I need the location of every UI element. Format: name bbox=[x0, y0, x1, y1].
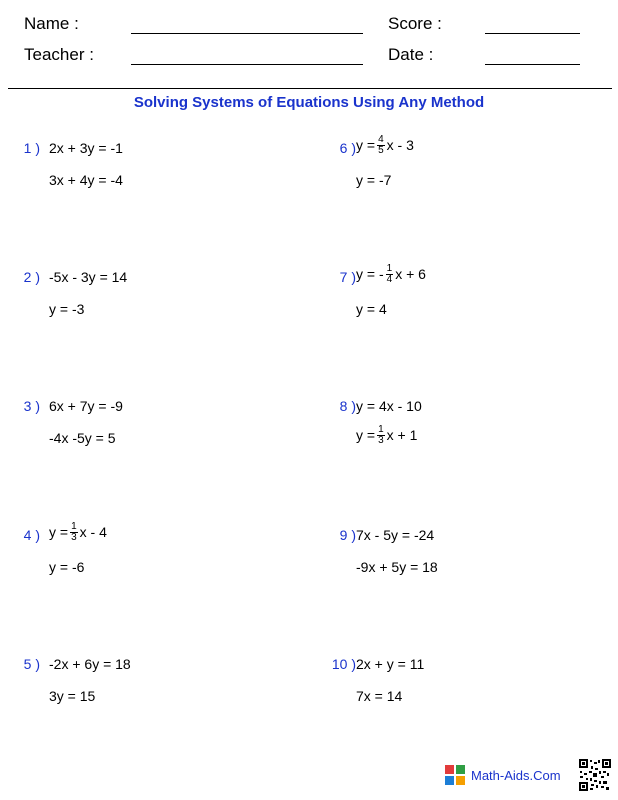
equation-1 bbox=[49, 398, 123, 414]
equation-2-suffix: x + 1 bbox=[386, 426, 418, 443]
equation-1 bbox=[356, 398, 422, 414]
problem-number: 3 ) bbox=[23, 398, 40, 414]
footer-brand bbox=[445, 765, 561, 785]
date-label: Date : bbox=[388, 45, 434, 64]
equation-2-text: 3y = 15 bbox=[49, 688, 96, 704]
fraction-numerator: 1 bbox=[71, 521, 77, 532]
equation-1-suffix: x + 6 bbox=[395, 265, 426, 282]
equation-2 bbox=[49, 301, 84, 317]
equation-2-text: y = -3 bbox=[49, 301, 85, 317]
problem-number: 2 ) bbox=[23, 269, 40, 285]
equation-2-text: 3x + 4y = -4 bbox=[49, 172, 123, 188]
problem-number: 6 ) bbox=[339, 140, 356, 156]
problem-number: 5 ) bbox=[23, 656, 40, 672]
teacher-label: Teacher : bbox=[24, 45, 94, 64]
problem-number: 1 ) bbox=[23, 140, 40, 156]
equation-1 bbox=[356, 134, 414, 155]
equation-1-text: y = 4x - 10 bbox=[356, 398, 422, 414]
fraction-denominator: 5 bbox=[378, 145, 384, 156]
math-aids-logo-icon bbox=[445, 765, 465, 785]
equation-1-text: -2x + 6y = 18 bbox=[49, 656, 131, 672]
name-label: Name : bbox=[24, 14, 79, 33]
equation-2 bbox=[49, 559, 84, 575]
fraction bbox=[70, 522, 78, 543]
equation-1-suffix: x - 3 bbox=[386, 136, 414, 153]
problem-number: 9 ) bbox=[339, 527, 356, 543]
fraction-denominator: 3 bbox=[378, 435, 384, 446]
equation-2-text: y = -6 bbox=[49, 559, 85, 575]
equation-2 bbox=[356, 559, 438, 575]
equation-2-text: y = 4 bbox=[356, 301, 387, 317]
equation-1 bbox=[356, 527, 434, 543]
equation-1-suffix: x - 4 bbox=[79, 523, 107, 540]
qr-code-icon bbox=[579, 759, 611, 791]
teacher-field[interactable] bbox=[131, 64, 363, 65]
equation-1-text: 6x + 7y = -9 bbox=[49, 398, 123, 414]
equation-1-text: 2x + 3y = -1 bbox=[49, 140, 123, 156]
equation-2 bbox=[49, 688, 95, 704]
fraction-numerator: 1 bbox=[386, 263, 393, 274]
name-field[interactable] bbox=[131, 33, 363, 34]
equation-2 bbox=[356, 688, 402, 704]
score-label: Score : bbox=[388, 14, 442, 33]
equation-2 bbox=[356, 301, 387, 317]
equation-2 bbox=[356, 424, 417, 445]
equation-1 bbox=[356, 656, 424, 672]
equation-2-prefix: y = bbox=[356, 426, 376, 443]
fraction bbox=[377, 425, 385, 446]
equation-1 bbox=[356, 263, 426, 284]
equation-1-text: 2x + y = 11 bbox=[356, 656, 425, 672]
equation-1 bbox=[49, 656, 131, 672]
site-name: Math-Aids.Com bbox=[471, 767, 561, 783]
equation-1-text: -5x - 3y = 14 bbox=[49, 269, 128, 285]
equation-1-prefix: y = bbox=[49, 523, 69, 540]
equation-1 bbox=[49, 140, 123, 156]
equation-2-text: -4x -5y = 5 bbox=[49, 430, 116, 446]
equation-1-prefix: y = - bbox=[356, 265, 384, 282]
fraction-numerator: 4 bbox=[378, 134, 384, 145]
header-divider bbox=[8, 88, 612, 89]
problem-number: 10 ) bbox=[331, 656, 356, 672]
equation-2-text: 7x = 14 bbox=[356, 688, 403, 704]
date-field[interactable] bbox=[485, 64, 580, 65]
equation-1-prefix: y = bbox=[356, 136, 376, 153]
equation-2 bbox=[49, 430, 116, 446]
score-field[interactable] bbox=[485, 33, 580, 34]
problem-number: 4 ) bbox=[23, 527, 40, 543]
fraction bbox=[386, 264, 394, 285]
equation-1 bbox=[49, 269, 127, 285]
equation-2 bbox=[49, 172, 123, 188]
equation-1-text: 7x - 5y = -24 bbox=[356, 527, 435, 543]
equation-2 bbox=[356, 172, 391, 188]
equation-2-text: -9x + 5y = 18 bbox=[356, 559, 438, 575]
fraction-denominator: 4 bbox=[386, 274, 393, 285]
equation-2-text: y = -7 bbox=[356, 172, 392, 188]
fraction-denominator: 3 bbox=[71, 532, 77, 543]
problem-number: 8 ) bbox=[339, 398, 356, 414]
fraction-numerator: 1 bbox=[378, 424, 384, 435]
equation-1 bbox=[49, 521, 107, 542]
problem-number: 7 ) bbox=[339, 269, 356, 285]
fraction bbox=[377, 135, 385, 156]
worksheet-title: Solving Systems of Equations Using Any Method bbox=[133, 94, 485, 111]
